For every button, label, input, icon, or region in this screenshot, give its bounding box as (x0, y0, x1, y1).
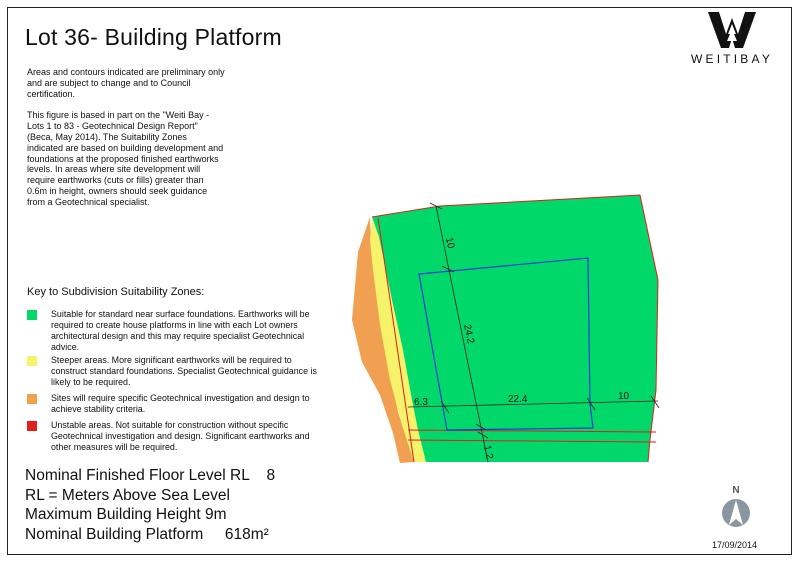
key-text: Unstable areas. Not suitable for construction without specific Geotechnical investigation and design. Significant earthworks and other measures will be required. (51, 420, 310, 452)
north-label: N (732, 485, 740, 496)
logo-text: WEITIBAY (690, 52, 774, 66)
north-arrow-icon (717, 482, 755, 532)
dim-top-setback: 10 (443, 236, 457, 250)
dim-bottom-setback: 1.2 (481, 444, 495, 461)
rl-definition: RL = Meters Above Sea Level (25, 486, 230, 504)
plan-date: 17/09/2014 (712, 540, 758, 550)
platform-area: Nominal Building Platform 618m² (25, 525, 269, 543)
note-geotech-report: This figure is based in part on the "Weiti Bay - Lots 1 to 83 - Geotechnical Design Report" (Beca, May 2014). The Suitability Zones indicated are based on building development and foundations at the proposed finished earthworks levels. In areas where site development will require earthworks (cuts or fills) greater than 0.6m in height, owners should seek guidance from a Geotechnical specialist. (27, 110, 224, 207)
max-height: Maximum Building Height 9m (25, 506, 227, 523)
page-title: Lot 36- Building Platform (25, 24, 282, 50)
note-preliminary: Areas and contours indicated are preliminary only and are subject to change and to Council certification. (27, 67, 225, 99)
floor-level: Nominal Finished Floor Level RL 8 (25, 467, 276, 484)
key-text: Suitable for standard near surface foundations. Earthworks will be required to create house platforms in line with each Lot owners architectural design and this may require specialist Geotechnical advice. (51, 309, 310, 352)
key-text: Sites will require specific Geotechnical investigation and design to achieve stability criteria. (51, 393, 310, 414)
key-text: Steeper areas. More significant earthworks will be required to construct standard foundations. Specialist Geotechnical guidance is likely to be required. (51, 355, 317, 387)
dim-platform-depth: 24.2 (461, 323, 476, 345)
dim-right-setback: 10 (618, 391, 630, 402)
dim-platform-width: 22.4 (508, 394, 528, 405)
dim-left-setback: 6.3 (414, 397, 428, 408)
key-heading: Key to Subdivision Suitability Zones: (27, 286, 205, 298)
